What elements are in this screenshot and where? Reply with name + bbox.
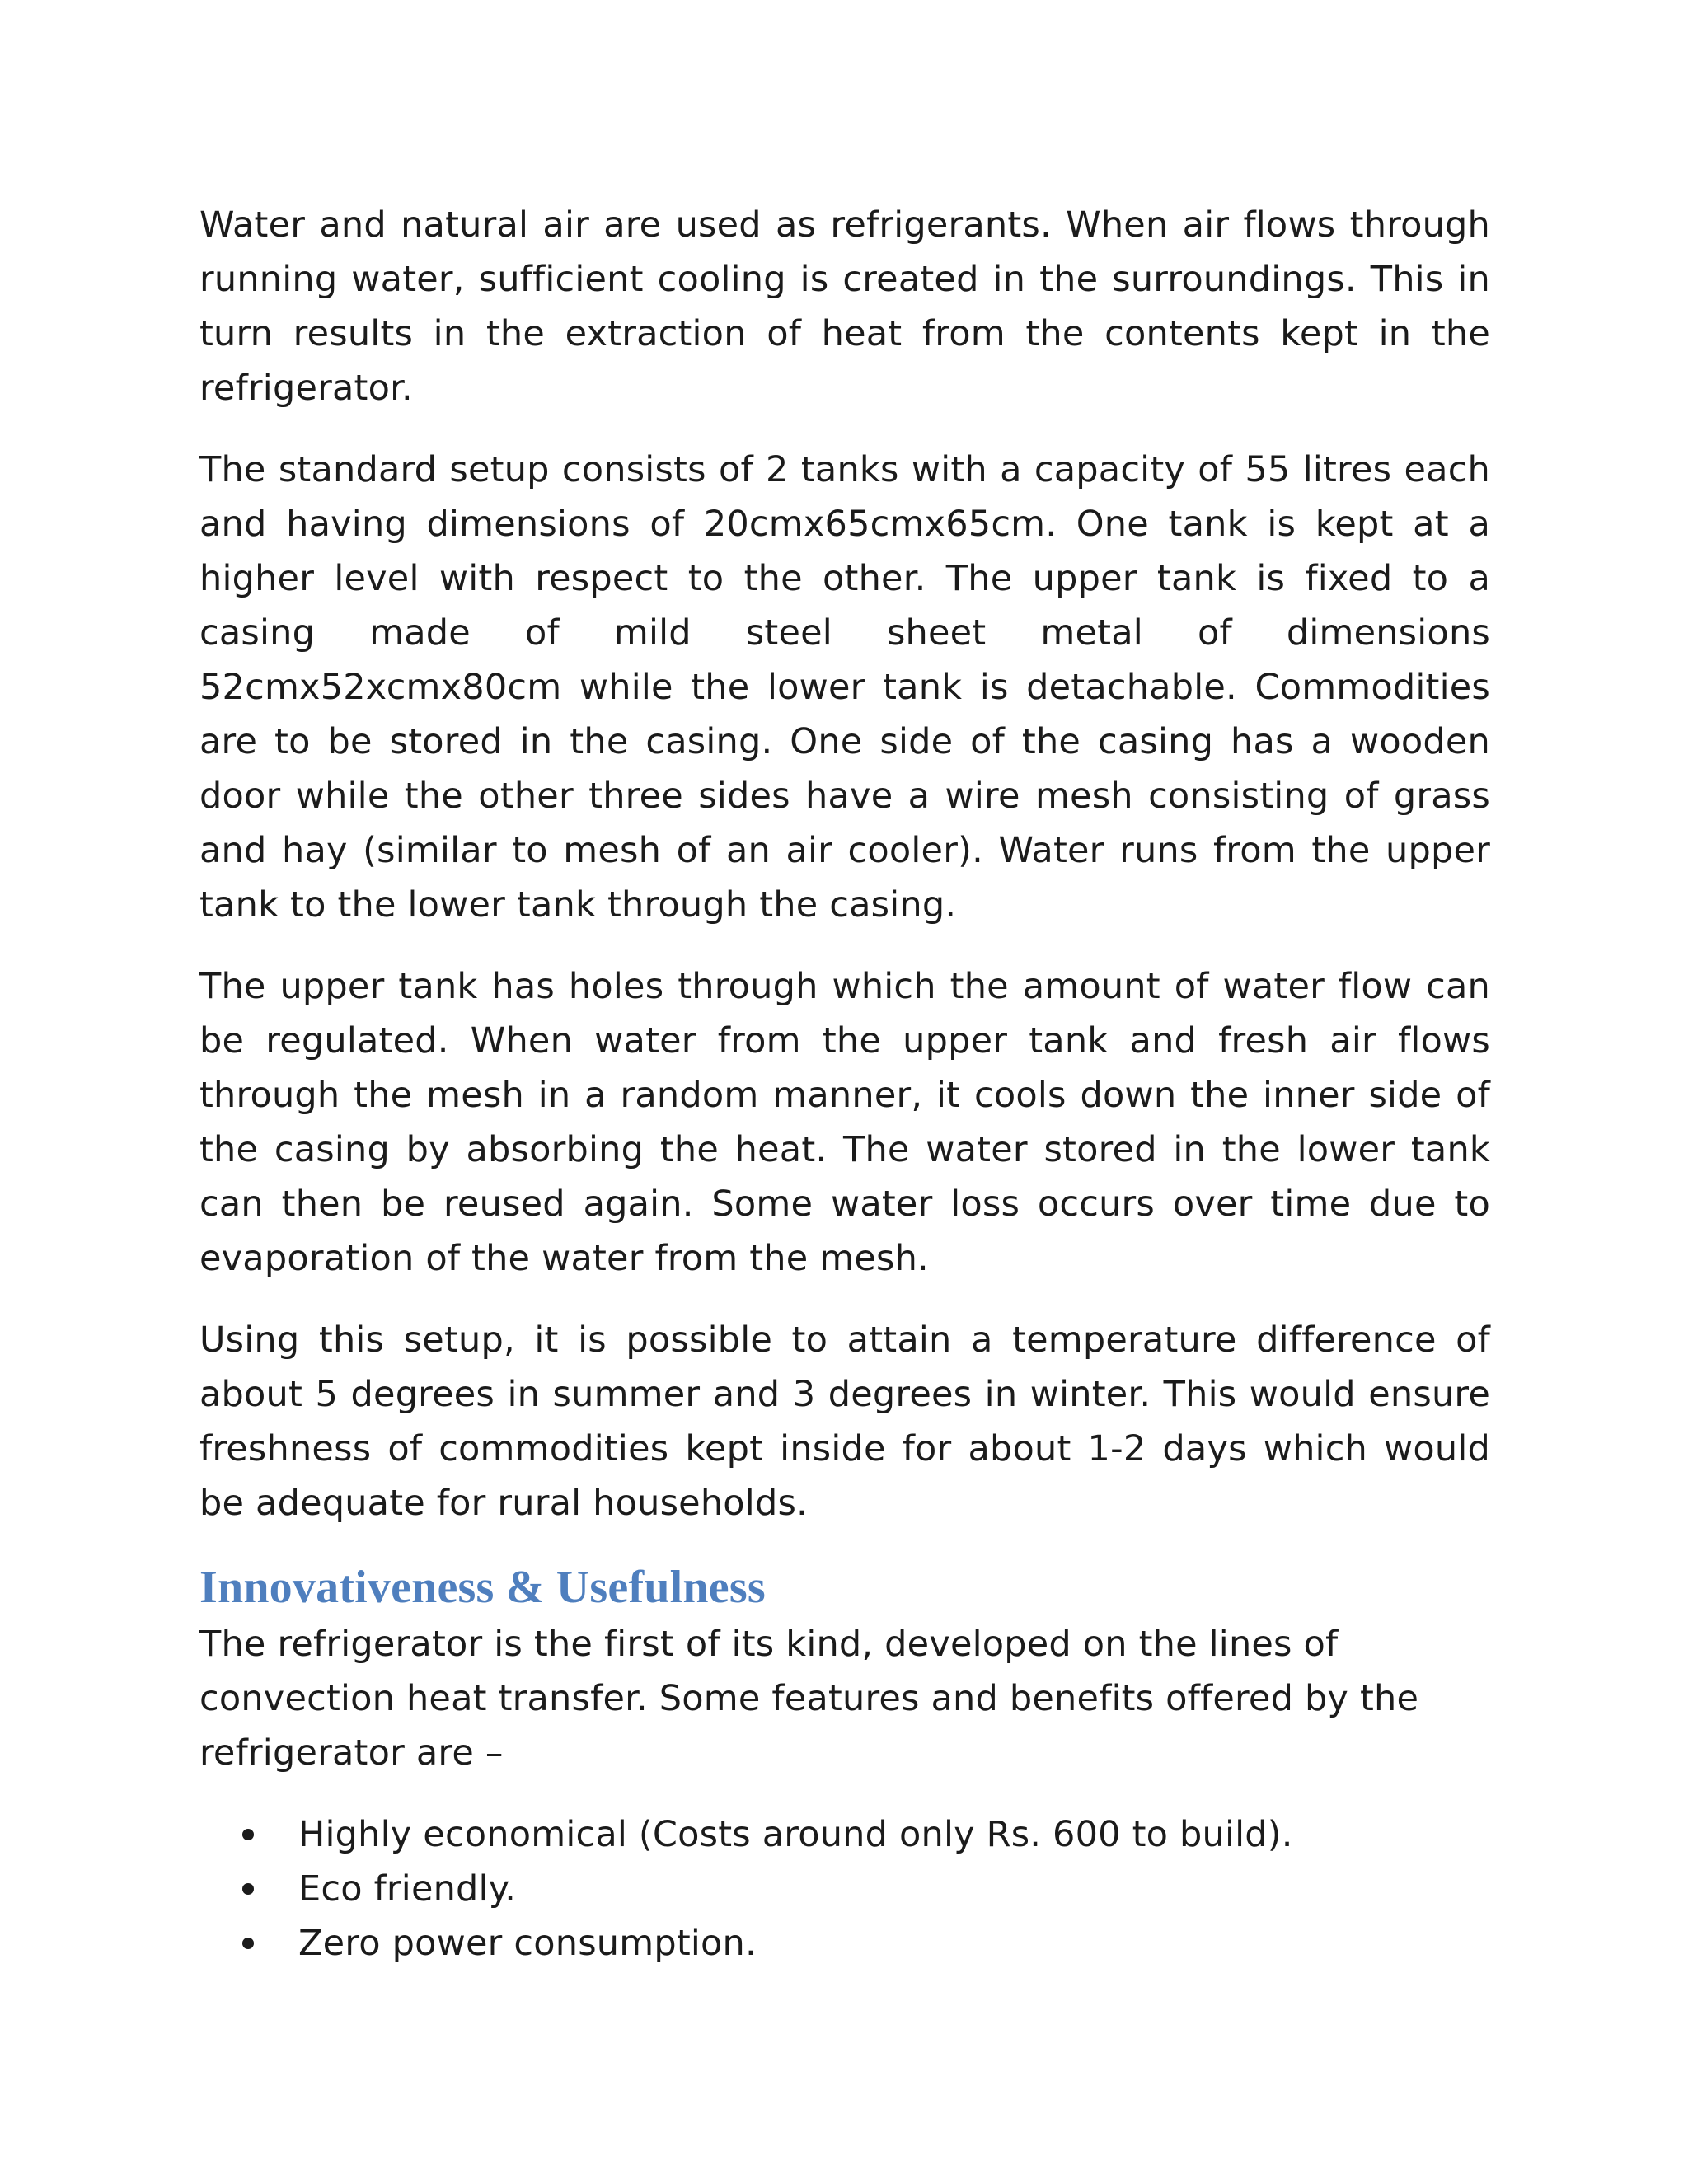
list-item-text: Eco friendly. [298, 1868, 517, 1910]
paragraph-water-flow: The upper tank has holes through which the amount of water flow can be regulated. When water from the upper tank and fresh air flows through the mesh in a random manner, it cools down the inner side of the casing by absorbing the heat. The water stored in the lower tank can then be reused again. Some water loss occurs over time due to evaporation of the water from the mesh. [199, 966, 1490, 1279]
section-intro: The refrigerator is the first of its kind, developed on the lines of convection heat transfer. Some features and benefits offered by the refrigerator are – [199, 1624, 1419, 1774]
list-item [199, 1916, 1490, 1971]
benefits-list [199, 1807, 1490, 1971]
section-heading: Innovativeness & Usefulness [199, 1562, 766, 1613]
list-item-text: Highly economical (Costs around only Rs. 600 to build). [298, 1814, 1293, 1855]
list-item [199, 1862, 1490, 1916]
bullet-icon [242, 1938, 254, 1949]
bullet-icon [242, 1829, 254, 1840]
bullet-icon [242, 1883, 254, 1895]
paragraph-refrigerants: Water and natural air are used as refrigerants. When air flows through running water, sufficient cooling is created in the surroundings. This in turn results in the extraction of heat from the contents kept in the refrigerator. [199, 204, 1490, 409]
list-item [199, 1807, 1490, 1862]
list-item-text: Zero power consumption. [298, 1923, 757, 1964]
document-page [199, 198, 1490, 1971]
paragraph-setup: The standard setup consists of 2 tanks with a capacity of 55 litres each and having dimensions of 20cmx65cmx65cm. One tank is kept at a higher level with respect to the other. The upper tank is fixed to a casing made of mild steel sheet metal of dimensions 52cmx52xcmx80cm while the lower tank is detachable. Commodities are to be stored in the casing. One side of the casing has a wooden door while the other three sides have a wire mesh consisting of grass and hay (similar to mesh of an air cooler). Water runs from the upper tank to the lower tank through the casing. [199, 449, 1490, 926]
paragraph-temperature: Using this setup, it is possible to attain a temperature difference of about 5 degrees in summer and 3 degrees in winter. This would ensure freshness of commodities kept inside for about 1-2 days which would be adequate for rural households. [199, 1319, 1490, 1524]
